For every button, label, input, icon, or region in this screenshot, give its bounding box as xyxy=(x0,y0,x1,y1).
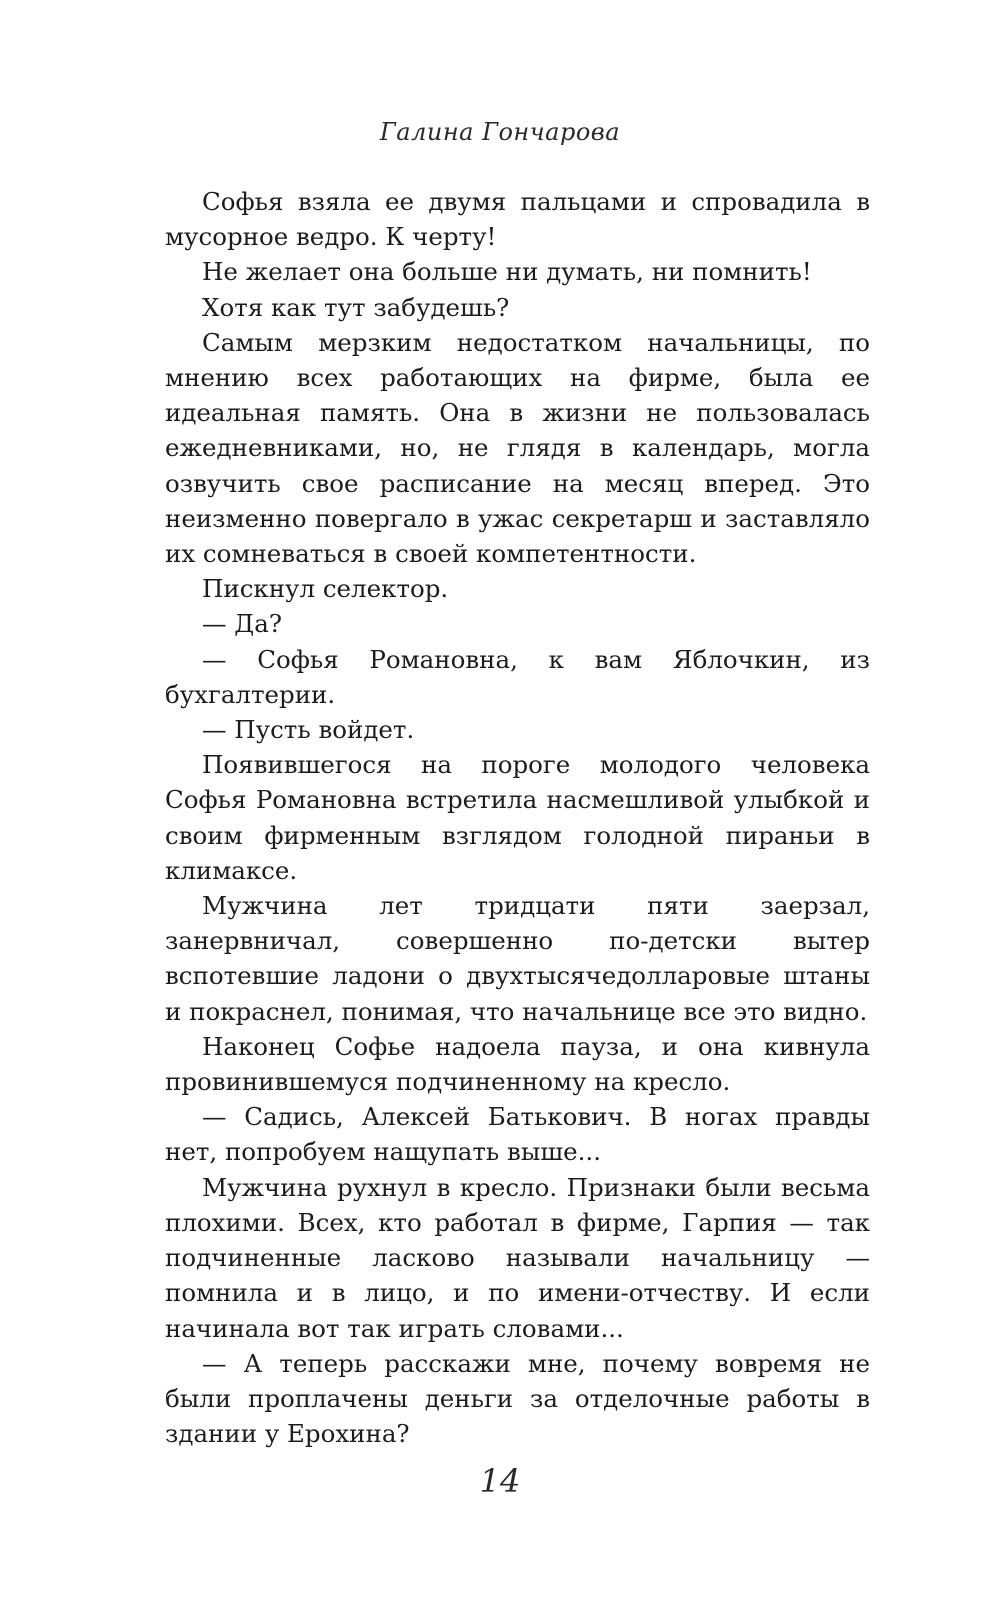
page-number: 14 xyxy=(479,1462,521,1500)
dialogue-line: — Да? xyxy=(202,609,282,639)
paragraph: Самым мерзким недостатком начальницы, по мнению всех работающих на фирме, была ее идеальная память. Она в жизни не пользовалась ежедневниками, но, не глядя в календарь, могла озвучить свое расписание на месяц вперед. Это неизменно повергало в ужас секретарш и заставляло их сомневаться в своей компетентности. xyxy=(165,327,870,569)
dialogue-line: — Пусть войдет. xyxy=(202,715,415,745)
paragraph: Софья взяла ее двумя пальцами и спровадила в мусорное ведро. К черту! xyxy=(165,187,870,252)
paragraph: Наконец Софье надоела пауза, и она кивнула провинившемуся подчиненному на кресло. xyxy=(165,1031,870,1097)
body-text xyxy=(165,184,870,1451)
paragraph: Появившегося на пороге молодого человека Софья Романовна встретила насмешливой улыбкой и своим фирменным взглядом голодной пираньи в климаксе. xyxy=(165,750,870,885)
dialogue-line: — Садись, Алексей Батькович. В ногах правды нет, попробуем нащупать выше... xyxy=(165,1102,870,1167)
dialogue-line: — Софья Романовна, к вам Яблочкин, из бухгалтерии. xyxy=(165,644,870,709)
paragraph: Не желает она больше ни думать, ни помнить! xyxy=(202,257,812,287)
paragraph: Хотя как тут забудешь? xyxy=(202,292,510,322)
paragraph: Мужчина лет тридцати пяти заерзал, занервничал, совершенно по-детски вытер вспотевшие ладони о двухтысячедолларовые штаны и покраснел, понимая, что начальнице все это видно. xyxy=(165,891,870,1026)
running-head-author: Галина Гончарова xyxy=(379,118,621,146)
paragraph: Пискнул селектор. xyxy=(202,574,449,604)
dialogue-line: — А теперь расскажи мне, почему вовремя не были проплачены деньги за отделочные работы в здании у Ерохина? xyxy=(165,1348,870,1449)
paragraph: Мужчина рухнул в кресло. Признаки были весьма плохими. Всех, кто работал в фирме, Гарпия — так подчиненные ласково называли начальницу — помнила и в лицо, и по имени-отчеству. И если начинала вот так играть словами... xyxy=(165,1172,870,1343)
